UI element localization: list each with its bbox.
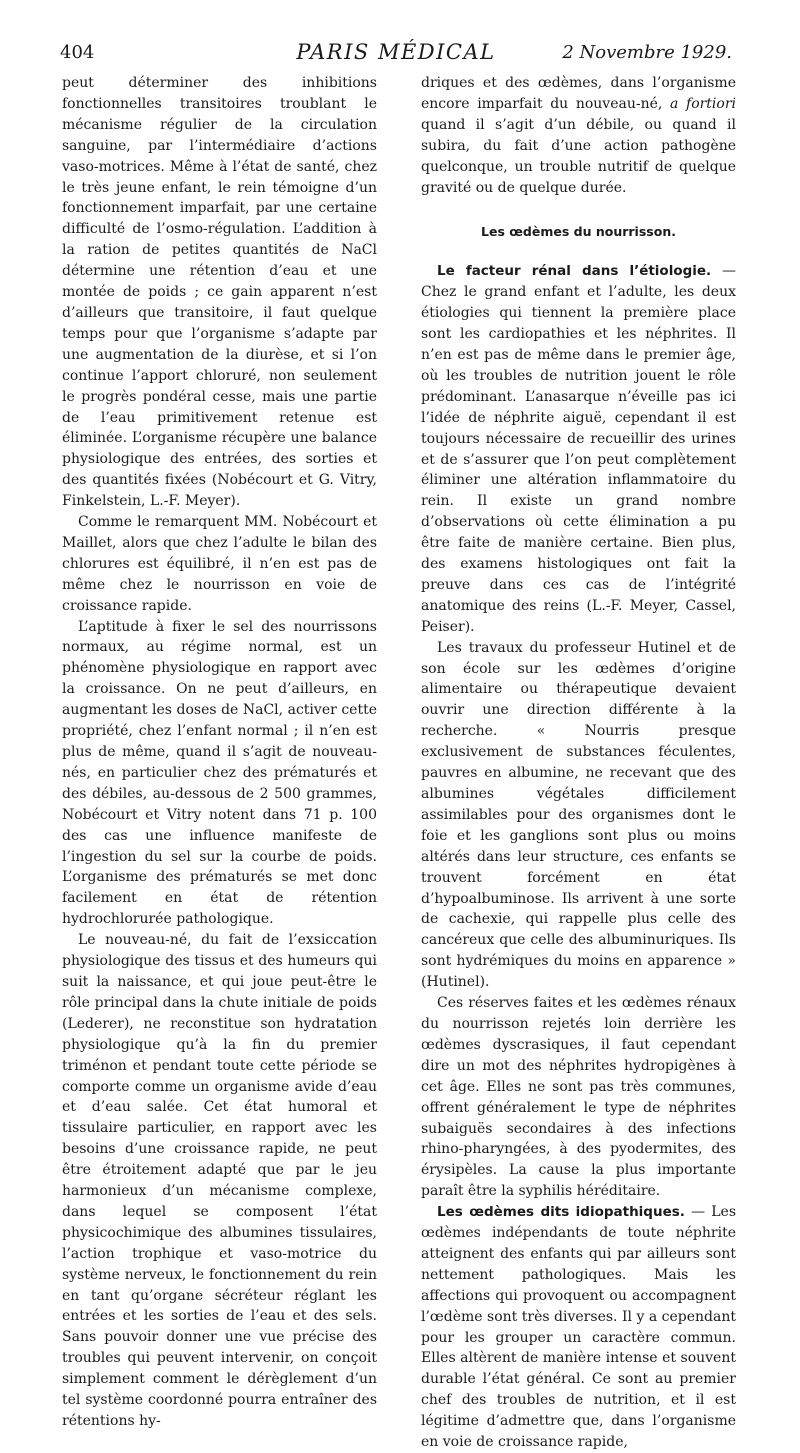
issue-date: 2 Novembre 1929. bbox=[562, 42, 732, 63]
run-in-heading: Les œdèmes dits idiopathiques. bbox=[437, 1204, 685, 1221]
right-column bbox=[421, 73, 736, 1453]
paragraph: Comme le remarquent MM. Nobécourt et Maillet, alors que chez l’adulte le bilan des chlorures est équilibré, il n’en est pas de même chez le nourrisson en voie de croissance rapide. bbox=[62, 514, 377, 614]
paragraph: L’aptitude à fixer le sel des nourrissons normaux, au régime normal, est un phénomène physiologique en rapport avec la croissance. On ne peut d’ailleurs, en augmentant les doses de NaCl, activer cette propriété, chez l’enfant normal ; il n’en est plus de même, quand il s’agit de nouveau-nés, en particulier chez des prématurés et des débiles, au-dessous de 2 500 grammes, Nobécourt et Vitry notent dans 71 p. 100 des cas une influence manifeste de l’ingestion du sel sur la courbe de poids. L’organisme des prématurés se met donc facilement en état de rétention hydrochlorurée pathologique. bbox=[62, 618, 377, 928]
running-header bbox=[60, 40, 732, 70]
paragraph: Le facteur rénal dans l’étiologie. — Chez le grand enfant et l’adulte, les deux étiologies qui tiennent la première place sont les cardiopathies et les néphrites. Il n’en est pas de même dans le premier âge, où les troubles de nutrition jouent le rôle prédominant. L’anasarque n’éveille pas ici l’idée de néphrite aiguë, cependant il est toujours nécessaire de recueillir des urines et de s’assurer que l’on peut complètement éliminer une altération inflammatoire du rein. Il existe un grand nombre d’observations où cette élimination a pu être faite de manière certaine. Bien plus, des examens histologiques ont fait la preuve dans ces cas de l’intégrité anatomique des reins (L.-F. Meyer, Cassel, Peiser). bbox=[421, 263, 736, 635]
paragraph: peut déterminer des inhibitions fonctionnelles transitoires troublant le mécanisme régulier de la circulation sanguine, par l’intermédiaire d’actions vaso-motrices. Même à l’état de santé, chez le très jeune enfant, le rein témoigne d’un fonctionnement imparfait, par une certaine difficulté de l’osmo-régulation. L’addition à la ration de petites quantités de NaCl détermine une rétention d’eau et une montée de poids ; ce gain apparent n’est d’ailleurs que transitoire, il faut quelque temps pour que l’organisme s’adapte par une augmentation de la diurèse, et si l’on continue l’apport chloruré, non seulement le progrès pondéral cesse, mais une partie de l’eau primitivement retenue est éliminée. L’organisme récupère une balance physiologique des entrées, des sorties et des quantités fixées (Nobécourt et G. Vitry, Finkelstein, L.-F. Meyer). bbox=[62, 75, 377, 510]
paragraph: driques et des œdèmes, dans l’organisme encore imparfait du nouveau-né, a fortiori quand il s’agit d’un débile, ou quand il subira, du fait d’une action pathogène quelconque, un trouble nutritif de quelque gravité ou de quelque durée. bbox=[421, 75, 737, 196]
paragraph: Le nouveau-né, du fait de l’exsiccation physiologique des tissus et des humeurs qui suit la naissance, et qui joue peut-être le rôle principal dans la chute initiale de poids (Lederer), ne reconstitue son hydratation physiologique qu’à la fin du premier triménon et pendant toute cette période se comporte comme un organisme avide d’eau et d’eau salée. Cet état humoral et tissulaire particulier, en rapport avec les besoins d’une croissance rapide, ne peut être étroitement adapté que par le jeu harmonieux d’un mécanisme complexe, dans lequel se composent l’état physicochimique des albumines tissulaires, l’action trophique et vaso-motrice du système nerveux, le fonctionnement du rein en tant qu’organe sécréteur réglant les entrées et les sorties de l’eau et des sels. Sans pouvoir donner une vue précise des troubles qui peuvent intervenir, on conçoit simplement comment le dérèglement d’un tel système coordonné pourra entraîner des rétentions hy- bbox=[62, 932, 377, 1429]
section-title: Les œdèmes du nourrisson. bbox=[481, 224, 676, 240]
paragraph: Les œdèmes dits idiopathiques. — Les œdèmes indépendants de toute néphrite atteignent des enfants qui par ailleurs sont nettement pathologiques. Mais les affections qui provoquent ou accompagnent l’œdème sont très diverses. Il y a cependant pour les grouper un caractère commun. Elles altèrent de manière intense et souvent durable l’état général. Ce sont au premier chef des troubles de nutrition, et il est légitime d’admettre que, dans l’organisme en voie de croissance rapide, bbox=[421, 1204, 737, 1451]
paragraph: Ces réserves faites et les œdèmes rénaux du nourrisson rejetés loin derrière les œdèmes dyscrasiques, il faut cependant dire un mot des néphrites hydropigènes à cet âge. Elles ne sont pas très communes, offrent généralement le type de néphrites subaiguës secondaires à des infections rhino-pharyngées, à des pyodermites, des érysipèles. La cause la plus importante paraît être la syphilis héréditaire. bbox=[421, 995, 736, 1200]
italic-phrase: a fortiori bbox=[670, 95, 737, 112]
left-column bbox=[62, 73, 377, 1432]
run-in-heading: Le facteur rénal dans l’étiologie. bbox=[437, 263, 712, 280]
journal-title: PARIS MÉDICAL bbox=[296, 40, 496, 64]
paragraph: Les travaux du professeur Hutinel et de son école sur les œdèmes d’origine alimentaire ou thérapeutique devaient ouvrir une direction différente à la recherche. « Nourris presque exclusivement de substances féculentes, pauvres en albumine, ne recevant que des albumines végétales difficilement assimilables pour des organismes dont le foie et les ganglions sont plus ou moins altérés dans leur structure, ces enfants se trouvent forcément en état d’hypoalbuminose. Ils arrivent à une sorte de cachexie, qui rappelle plus celle des cancéreux que celle des albuminuriques. Ils sont hydrémiques du moins en apparence » (Hutinel). bbox=[421, 639, 736, 991]
page-number: 404 bbox=[60, 42, 95, 63]
